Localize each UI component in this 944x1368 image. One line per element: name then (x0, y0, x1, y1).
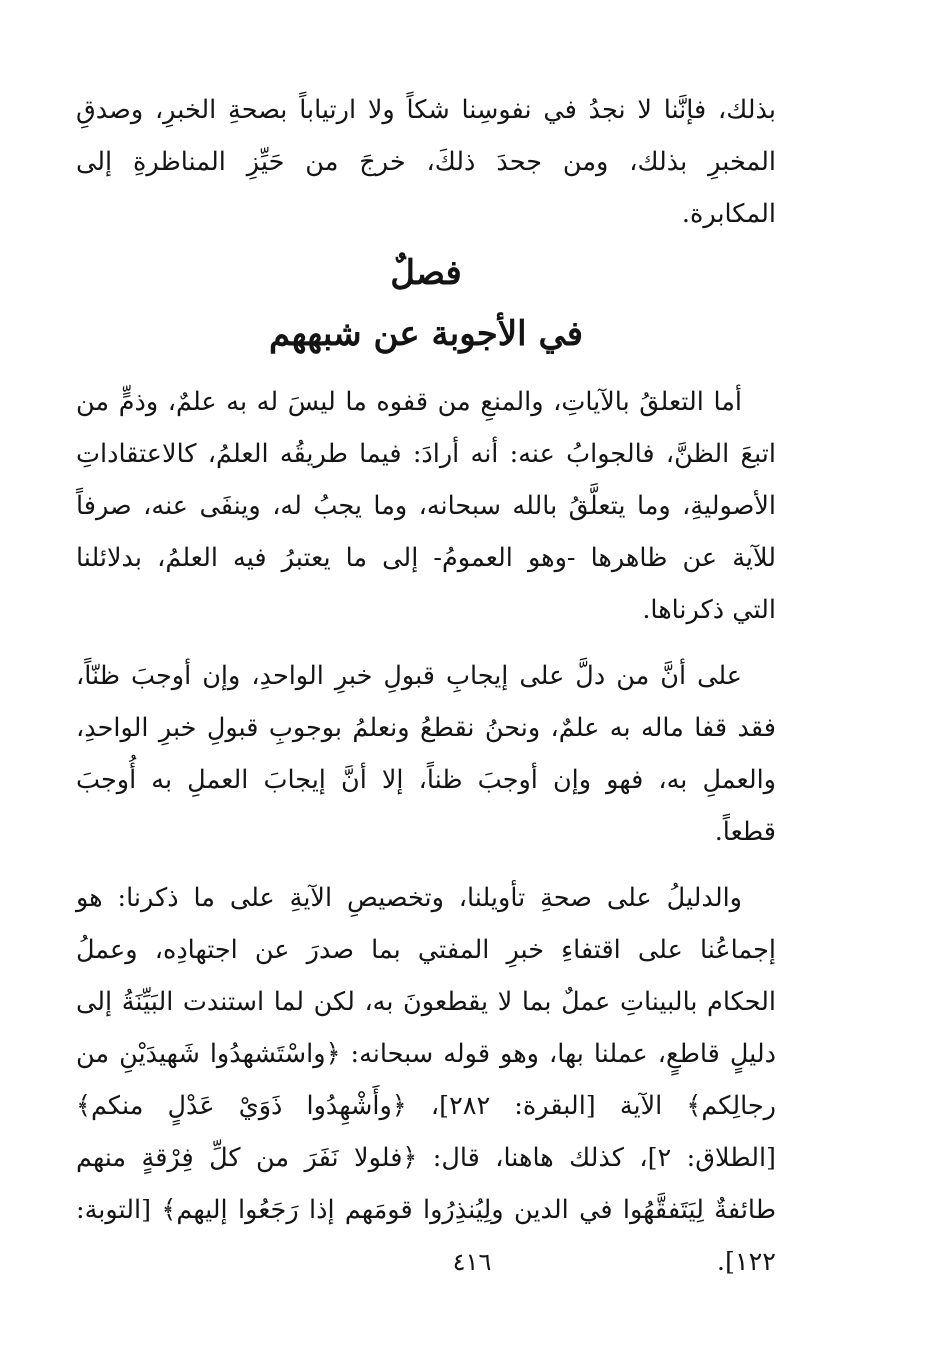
text-line: الأصوليةِ، وما يتعلَّقُ بالله سبحانه، وما يجبُ له، وينفَى عنه، صرفاً (76, 491, 776, 521)
text-line: والدليلُ على صحةِ تأويلنا، وتخصيصِ الآيةِ على ما ذكرنا: هو (76, 883, 742, 913)
paragraph-2 (76, 650, 776, 858)
text-line: الحكام بالبيناتِ عملٌ بما لا يقطعونَ به، لكن لما استندت البَيِّنَةُ إلى (76, 987, 776, 1017)
text-line: رجالِكم﴾ الآية [البقرة: ٢٨٢]، ﴿وأَشْهِدُوا ذَوَيْ عَدْلٍ منكم﴾ (76, 1091, 777, 1121)
section-subheading: في الأجوبة عن شبههم (268, 314, 584, 354)
text-line: إجماعُنا على اقتفاءِ خبرِ المفتي بما صدرَ عن اجتهادِه، وعملُ (76, 935, 776, 965)
paragraph-1 (76, 376, 776, 636)
paragraph-3 (76, 872, 776, 1288)
text-line: دليلٍ قاطعٍ، عملنا بها، وهو قوله سبحانه: ﴿واسْتَشهدُوا شَهيدَيْنِ من (76, 1039, 776, 1069)
page-number: ٤١٦ (452, 1248, 492, 1276)
text-line: قطعاً. (714, 817, 776, 847)
text-line: المخبرِ بذلك، ومن جحدَ ذلكَ، خرجَ من حَيِّزِ المناظرةِ إلى (76, 147, 776, 177)
text-line: التي ذكرناها. (642, 595, 776, 625)
text-line: أما التعلقُ بالآياتِ، والمنعِ من قفوه ما ليسَ له به علمٌ، وذمٍّ من (76, 387, 742, 417)
page-body (76, 84, 776, 1288)
text-line: [الطلاق: ٢]، كذلك هاهنا، قال: ﴿فلولا نَفَرَ من كلِّ فِرْقةٍ منهم (76, 1143, 776, 1173)
text-line: طائفةٌ لِيَتَفقَّهُوا في الدين ولِيُنذِرُوا قومَهم إذا رَجَعُوا إليهم﴾ [التوبة: (76, 1195, 776, 1225)
text-line: بذلك، فإنَّنا لا نجدُ في نفوسِنا شكاً ولا ارتياباً بصحةِ الخبرِ، وصدقِ (76, 95, 776, 125)
text-line: اتبعَ الظنَّ، فالجوابُ عنه: أنه أرادَ: فيما طريقُه العلمُ، كالاعتقاداتِ (76, 439, 776, 469)
text-line: ١٢٢]. (716, 1247, 776, 1277)
text-line: للآية عن ظاهرها -وهو العمومُ- إلى ما يعتبرُ فيه العلمُ، بدلائلنا (76, 543, 776, 573)
text-line: على أنَّ من دلَّ على إيجابِ قبولِ خبرِ الواحدِ، وإن أوجبَ ظنّاً، (76, 661, 742, 691)
text-line: والعملِ به، فهو وإن أوجبَ ظناً، إلا أنَّ إيجابَ العملِ به أُوجبَ (76, 765, 776, 795)
intro-paragraph (76, 84, 776, 240)
text-line: المكابرة. (681, 199, 776, 229)
section-heading: فصلٌ (390, 253, 462, 293)
text-line: فقد قفا ماله به علمٌ، ونحنُ نقطعُ ونعلمُ بوجوبِ قبولِ خبرِ الواحدِ، (76, 713, 776, 743)
